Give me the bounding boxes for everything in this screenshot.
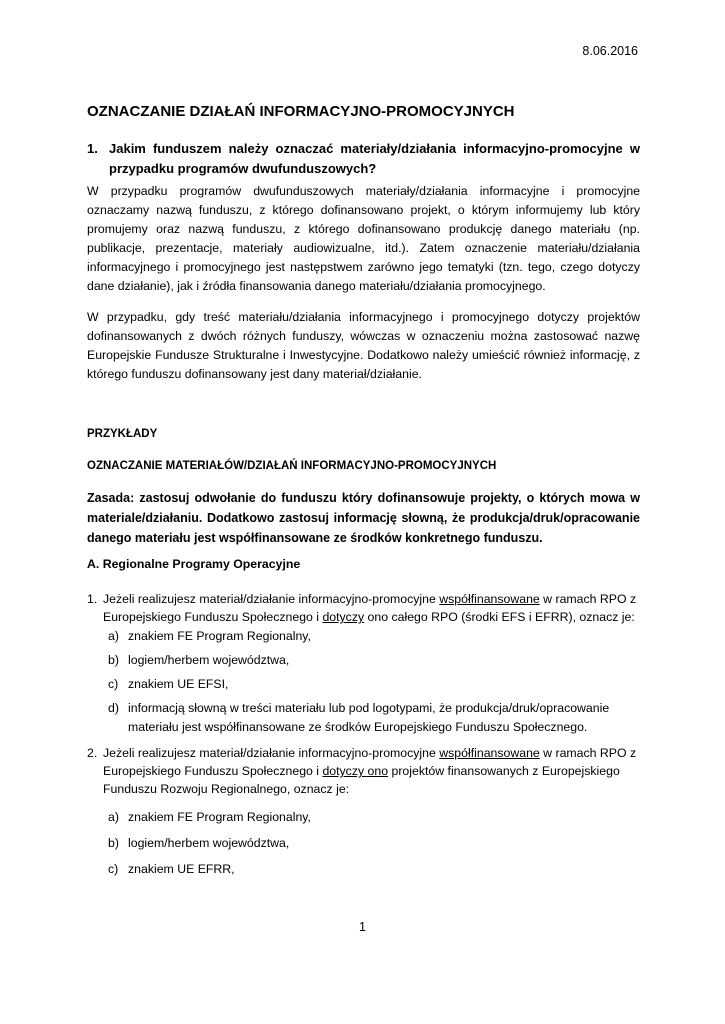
sub-item-text: logiem/herbem województwa, <box>128 836 290 850</box>
sub-item <box>108 699 640 737</box>
sub-item-text: logiem/herbem województwa, <box>128 653 290 667</box>
sub-item-text: znakiem UE EFSI, <box>128 677 229 691</box>
section-title: A. Regionalne Programy Operacyjne <box>87 557 301 571</box>
question-text: Jakim funduszem należy oznaczać materiały/działania informacyjno-promocyjne w przypadku programów dwufunduszowych? <box>109 141 640 176</box>
sub-item-letter: c) <box>108 862 119 876</box>
sub-item-text: znakiem FE Program Regionalny, <box>128 629 311 643</box>
item-number: 2. <box>87 746 98 760</box>
sub-item <box>108 675 640 694</box>
item-number: 1. <box>87 592 98 606</box>
list-item-2 <box>87 744 640 798</box>
item-text: Jeżeli realizujesz materiał/działanie informacyjno-promocyjne współfinansowane w ramach RPO z Europejskiego Funduszu Społecznego i dotyczy ono projektów finansowanych z Europejskiego Funduszu Rozwoju Regionalnego, oznacz je: <box>103 746 637 796</box>
underlined-word: dotyczy ono <box>322 764 389 778</box>
sub-item <box>108 834 640 853</box>
sub-item <box>108 860 640 879</box>
sub-item <box>108 808 640 827</box>
document-title: OZNACZANIE DZIAŁAŃ INFORMACYJNO-PROMOCYJNYCH <box>87 103 515 120</box>
sub-item-letter: c) <box>108 677 119 691</box>
paragraph-2: W przypadku, gdy treść materiału/działania informacyjnego i promocyjnego dotyczy projektów dofinansowanych z dwóch różnych funduszy, wówczas w oznaczeniu można zastosować nazwę Europejskie Fundusze Strukturalne i Inwestycyjne. Dodatkowo należy umieścić również informację, z którego funduszu dofinansowany jest dany materiał/działanie. <box>87 310 640 381</box>
question-number: 1. <box>87 141 98 156</box>
item-text: Jeżeli realizujesz materiał/działanie informacyjno-promocyjne współfinansowane w ramach RPO z Europejskiego Funduszu Społecznego i dotyczy ono całego RPO (środki EFS i EFRR), oznacz je: <box>103 592 637 624</box>
question-heading <box>87 139 640 178</box>
sub-item-text: znakiem FE Program Regionalny, <box>128 810 311 824</box>
sub-item-text: znakiem UE EFRR, <box>128 862 235 876</box>
list-item-1 <box>87 590 640 626</box>
sub-item <box>108 627 640 646</box>
sub-item-letter: b) <box>108 836 119 850</box>
sub-item <box>108 651 640 670</box>
sub-item-text: informacją słowną w treści materiału lub pod logotypami, że produkcja/druk/opracowanie materiału jest współfinansowane ze środków Europejskiego Funduszu Społecznego. <box>128 701 610 734</box>
examples-heading: PRZYKŁADY <box>87 428 158 440</box>
paragraph-1: W przypadku programów dwufunduszowych materiały/działania informacyjne i promocyjne oznaczamy nazwą funduszu, z którego dofinansowano projekt, o którym informujemy lub który promujemy oraz nazwą funduszu, z którego dofinansowano produkcję danego materiału (np. publikacje, prezentacje, materiały audiowizualne, itd.). Zatem oznaczenie materiału/działania informacyjnego i promocyjnego jest następstwem zarówno jego tematyki (tzn. tego, czego dotyczy dane działanie), jak i źródła finansowania danego materiału/działania promocyjnego. <box>87 184 640 293</box>
marking-heading: OZNACZANIE MATERIAŁÓW/DZIAŁAŃ INFORMACYJNO-PROMOCYJNYCH <box>87 460 497 472</box>
underlined-word: dotyczy <box>322 610 365 624</box>
sub-item-letter: a) <box>108 810 119 824</box>
sub-item-letter: d) <box>108 701 119 715</box>
underlined-word: współfinansowane <box>439 592 540 606</box>
document-date: 8.06.2016 <box>582 44 638 58</box>
page-number: 1 <box>359 920 366 934</box>
sub-item-letter: a) <box>108 629 119 643</box>
underlined-word: współfinansowane <box>439 746 540 760</box>
rule-text: Zasada: zastosuj odwołanie do funduszu który dofinansowuje projekty, o których mowa w materiale/działaniu. Dodatkowo zastosuj informację słowną, że produkcja/druk/opracowanie danego materiału jest współfinansowane ze środków konkretnego funduszu. <box>87 491 640 545</box>
sub-item-letter: b) <box>108 653 119 667</box>
